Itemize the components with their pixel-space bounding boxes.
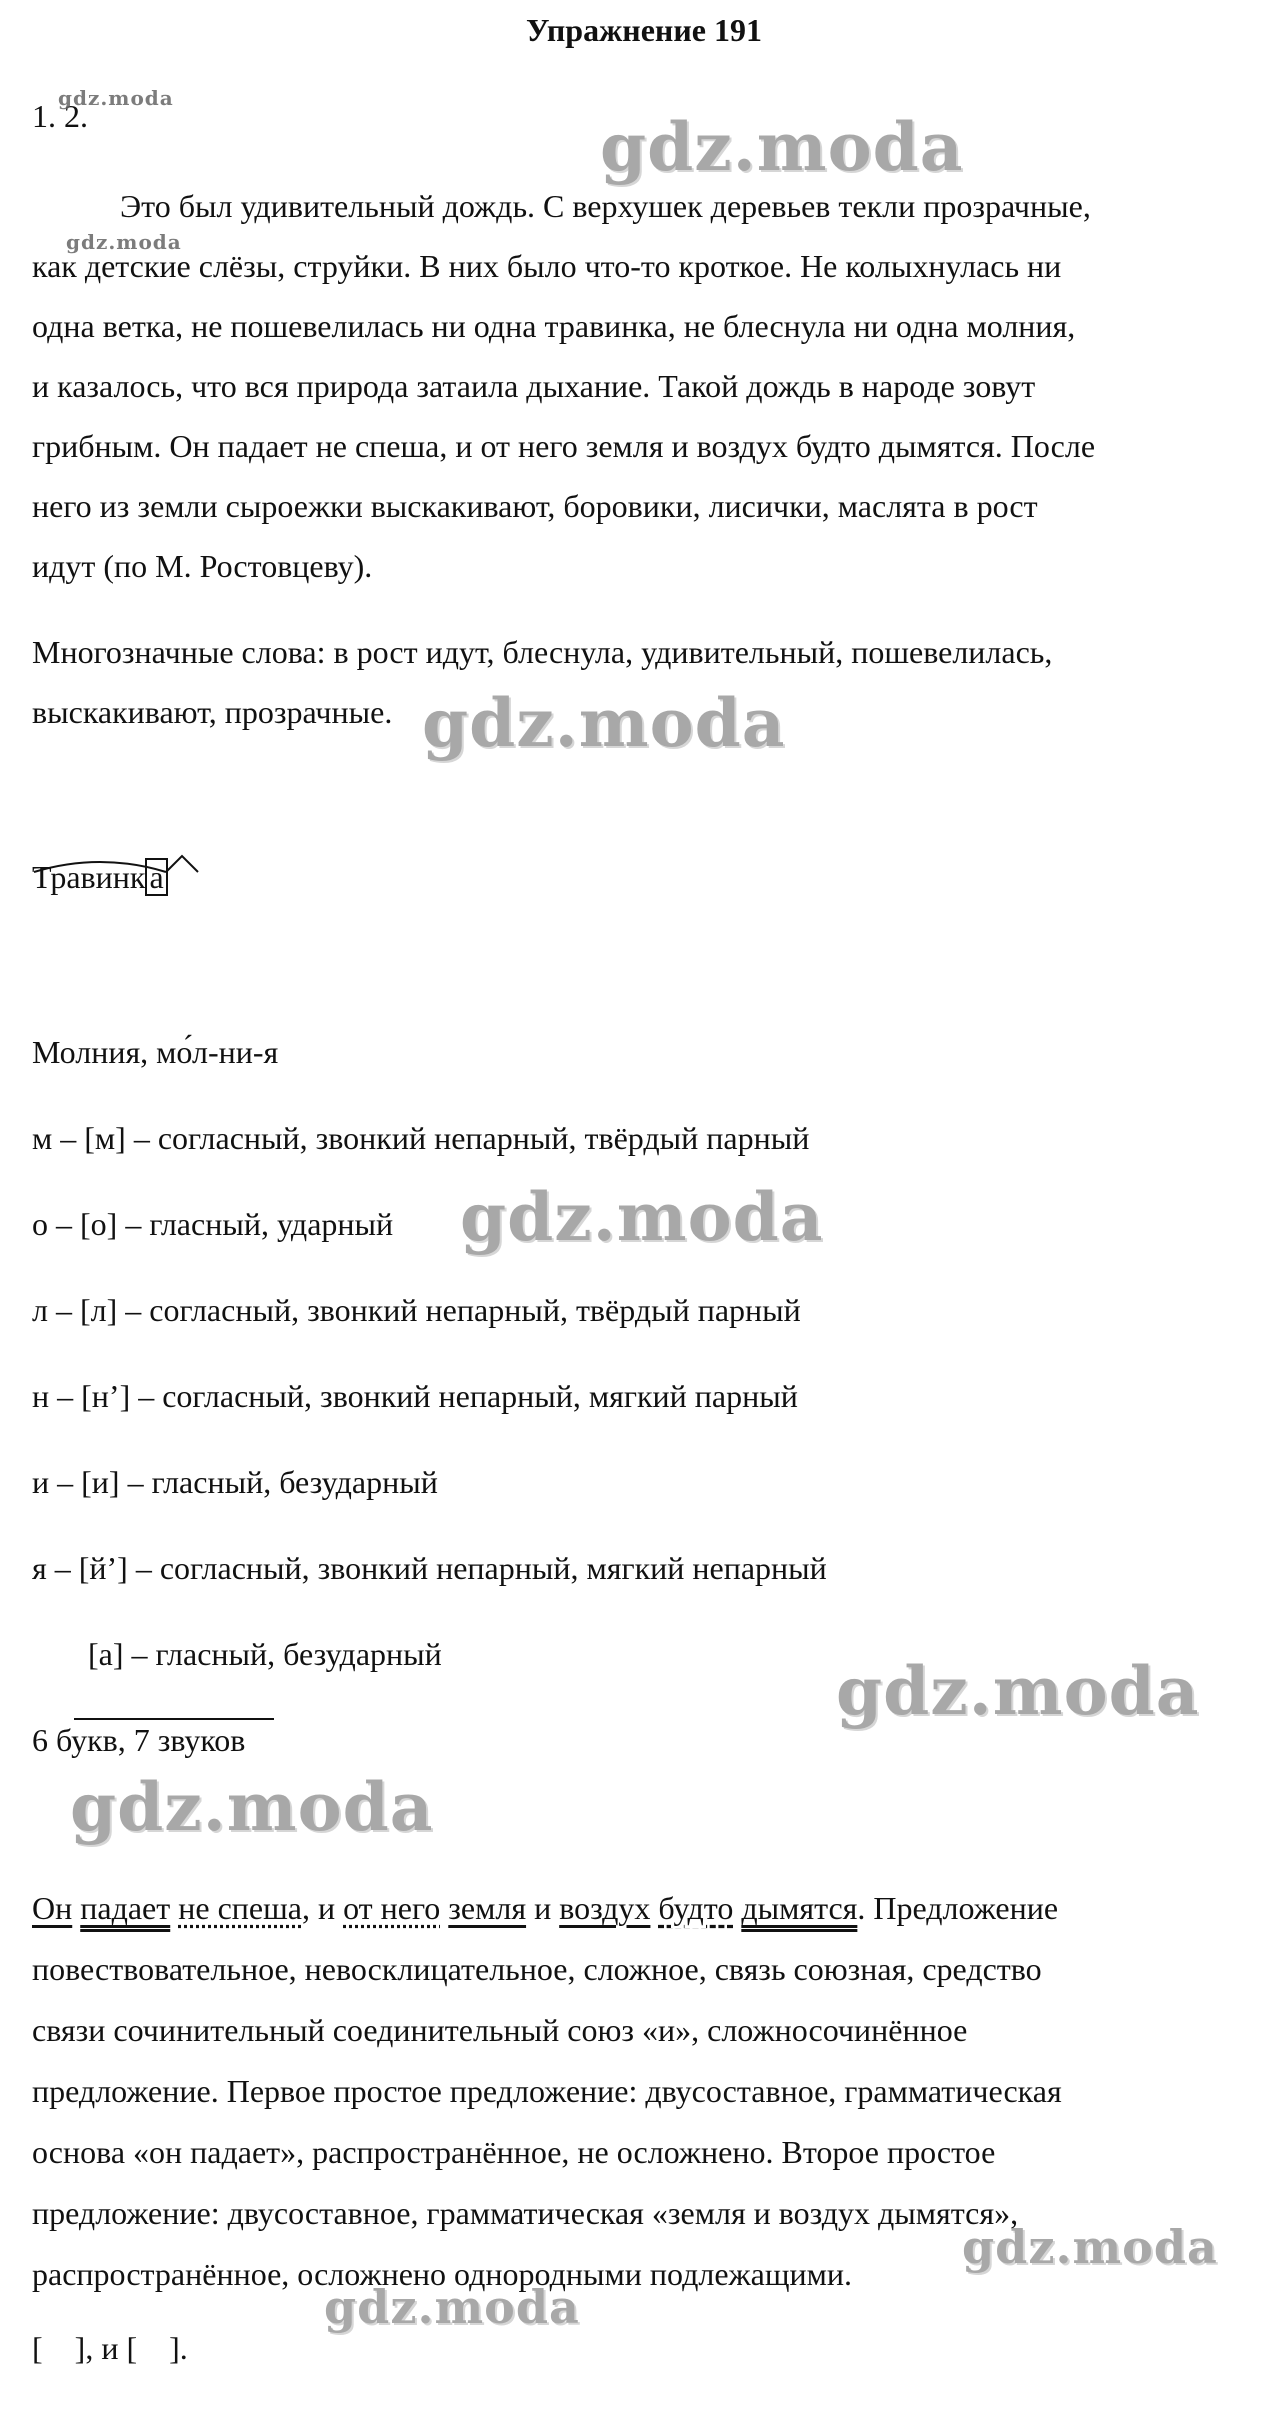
- text-line: идут (по М. Ростовцеву).: [32, 548, 373, 584]
- text-line: предложение: двусоставное, грамматическая «земля и воздух дымятся»,: [32, 2195, 1019, 2231]
- phonetic-line: и – [и] – гласный, безударный: [32, 1464, 438, 1500]
- subject-word: земля: [448, 1890, 527, 1926]
- morpheme-analysis: [32, 858, 168, 896]
- subject-word: воздух: [559, 1890, 651, 1926]
- text-line: основа «он падает», распространённое, не осложнено. Второе простое: [32, 2134, 996, 2170]
- text-line: него из земли сыроежки выскакивают, боровики, лисички, маслята в рост: [32, 488, 1038, 524]
- particle-word: будто: [658, 1890, 734, 1926]
- text-line: одна ветка, не пошевелилась ни одна травинка, не блеснула ни одна молния,: [32, 308, 1076, 344]
- watermark: gdz.moda: [460, 1178, 824, 1256]
- phonetic-line: [а] – гласный, безударный: [88, 1636, 442, 1672]
- plain-text: и: [526, 1890, 560, 1926]
- text-line: грибным. Он падает не спеша, и от него земля и воздух будто дымятся. После: [32, 428, 1096, 464]
- watermark: gdz.moda: [70, 1768, 434, 1846]
- exercise-title: Упражнение 191: [525, 12, 762, 48]
- text-line: повествовательное, невосклицательное, сложное, связь союзная, средство: [32, 1951, 1042, 1987]
- text-line: и казалось, что вся природа затаила дыхание. Такой дождь в народе зовут: [32, 368, 1036, 404]
- text-line: выскакивают, прозрачные.: [32, 694, 393, 730]
- watermark-small: gdz.moda: [66, 230, 182, 254]
- text-line: связи сочинительный соединительный союз «и», сложносочинённое: [32, 2012, 968, 2048]
- plain-text: , и: [301, 1890, 344, 1926]
- text-line: как детские слёзы, струйки. В них было что-то кроткое. Не колыхнулась ни: [32, 248, 1062, 284]
- adverbial-word: не спеша: [178, 1890, 302, 1926]
- phonetic-line: о – [о] – гласный, ударный: [32, 1206, 394, 1242]
- watermark: gdz.moda: [836, 1652, 1200, 1730]
- watermark: gdz.moda: [324, 2280, 580, 2334]
- syntax-analysis: [32, 1878, 1062, 2305]
- adverbial-word: от него: [343, 1890, 441, 1926]
- plain-text: . Предложение: [857, 1890, 1059, 1926]
- phonetic-line: н – [н’] – согласный, звонкий непарный, мягкий парный: [32, 1378, 798, 1414]
- watermark: gdz.moda: [422, 684, 786, 762]
- text-line: Многозначные слова: в рост идут, блеснула, удивительный, пошевелилась,: [32, 634, 1053, 670]
- separator-line: [74, 1718, 274, 1720]
- task-numbers: 1. 2.: [32, 98, 88, 134]
- phonetic-line: л – [л] – согласный, звонкий непарный, твёрдый парный: [32, 1292, 801, 1328]
- morpheme-ending: а: [145, 858, 167, 896]
- analyzed-sentence: [32, 1878, 1062, 1939]
- watermark: gdz.moda: [600, 108, 964, 186]
- phonetic-line: я – [й’] – согласный, звонкий непарный, мягкий непарный: [32, 1550, 827, 1586]
- watermark: gdz.moda: [962, 2220, 1218, 2274]
- sentence-scheme: [ ], и [ ].: [32, 2330, 188, 2366]
- morpheme-word: Травинк: [32, 859, 146, 895]
- watermark-small: gdz.moda: [58, 86, 174, 110]
- letters-sounds-count: 6 букв, 7 звуков: [32, 1722, 246, 1758]
- text-line: предложение. Первое простое предложение: двусоставное, грамматическая: [32, 2073, 1062, 2109]
- text-paragraph: [32, 176, 1095, 596]
- text-line: распространённое, осложнено однородными подлежащими.: [32, 2256, 852, 2292]
- phonetic-line: м – [м] – согласный, звонкий непарный, твёрдый парный: [32, 1120, 810, 1156]
- phonetic-header: Молния, мо́л-ни-я: [32, 1034, 279, 1070]
- predicate-word: падает: [80, 1890, 171, 1926]
- predicate-word: дымятся: [741, 1890, 858, 1926]
- text-line: Это был удивительный дождь. С верхушек деревьев текли прозрачные,: [120, 188, 1091, 224]
- subject-word: Он: [32, 1890, 73, 1926]
